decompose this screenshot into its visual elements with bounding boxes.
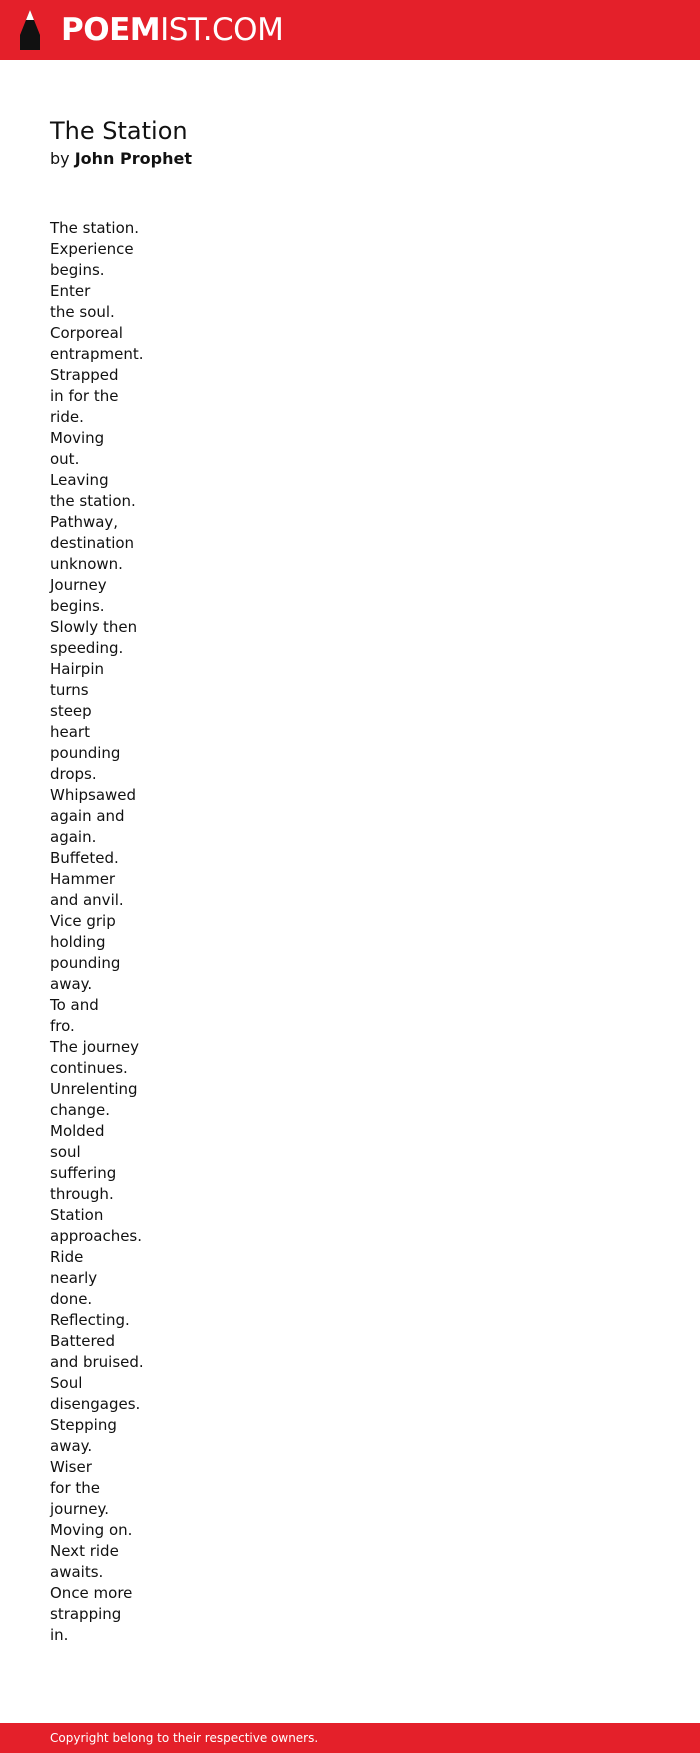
poem-line: The journey (50, 1038, 140, 1056)
site-footer (0, 1723, 700, 1753)
poem-line: the station. (50, 492, 136, 510)
poem-line: and anvil. (50, 891, 124, 909)
poem-line: Once more (50, 1584, 133, 1602)
poem-line: Unrelenting (50, 1080, 138, 1098)
poem-line: Strapped (50, 366, 119, 384)
poem-line: Moving on. (50, 1521, 133, 1539)
poem-line: Moving (50, 429, 105, 447)
logo-brand-bold: POEM (61, 12, 161, 48)
poem-line: away. (50, 975, 93, 993)
poem-line: Soul (50, 1374, 83, 1392)
poem-line: in for the (50, 387, 119, 405)
poem-body (50, 218, 144, 1646)
poem-line: Enter (50, 282, 91, 300)
site-logo[interactable] (61, 12, 283, 48)
poem-line: Station (50, 1206, 104, 1224)
poem-line: the soul. (50, 303, 115, 321)
poem-line: again. (50, 828, 97, 846)
poem-line: ride. (50, 408, 84, 426)
by-label: by (50, 149, 70, 168)
poem-line: pounding (50, 744, 121, 762)
poem-line: soul (50, 1143, 81, 1161)
poem-line: done. (50, 1290, 93, 1308)
poem-line: nearly (50, 1269, 98, 1287)
poem-line: journey. (50, 1500, 109, 1518)
copyright-notice: Copyright belong to their respective owners. (50, 1731, 319, 1745)
site-header (0, 0, 700, 60)
pencil-tip-icon[interactable] (17, 9, 43, 51)
poem-line: Whipsawed (50, 786, 137, 804)
poem-line: Vice grip (50, 912, 116, 930)
poem-line: Stepping (50, 1416, 117, 1434)
poem-line: Slowly then (50, 618, 138, 636)
poem-line: holding (50, 933, 106, 951)
poem-author: John Prophet (74, 149, 192, 168)
poem-line: Leaving (50, 471, 109, 489)
poem-line: Wiser (50, 1458, 92, 1476)
poem-line: awaits. (50, 1563, 104, 1581)
poem-line: steep (50, 702, 92, 720)
poem-line: speeding. (50, 639, 124, 657)
poem-line: for the (50, 1479, 101, 1497)
poem-line: Hammer (50, 870, 116, 888)
poem-line: To and (50, 996, 99, 1014)
poem-line: in. (50, 1626, 69, 1644)
poem-line: Battered (50, 1332, 116, 1350)
poem-line: and bruised. (50, 1353, 144, 1371)
poem-line: Reflecting. (50, 1311, 130, 1329)
poem-line: Experience (50, 240, 134, 258)
poem-line: Journey (50, 576, 107, 594)
poem-line: fro. (50, 1017, 75, 1035)
poem-line: suffering (50, 1164, 117, 1182)
poem-line: begins. (50, 261, 105, 279)
poem-line: turns (50, 681, 89, 699)
poem-line: away. (50, 1437, 93, 1455)
poem-line: Corporeal (50, 324, 123, 342)
poem-byline (50, 147, 192, 171)
poem-line: through. (50, 1185, 114, 1203)
poem-line: change. (50, 1101, 110, 1119)
poem-line: disengages. (50, 1395, 141, 1413)
poem-line: Molded (50, 1122, 105, 1140)
poem-line: Hairpin (50, 660, 105, 678)
poem-line: drops. (50, 765, 97, 783)
poem-line: The station. (50, 219, 140, 237)
poem-line: heart (50, 723, 90, 741)
poem-line: again and (50, 807, 125, 825)
poem-line: pounding (50, 954, 121, 972)
poem-line: begins. (50, 597, 105, 615)
poem-line: entrapment. (50, 345, 144, 363)
poem-line: strapping (50, 1605, 122, 1623)
logo-brand-light: IST.COM (160, 12, 284, 48)
poem-line: out. (50, 450, 80, 468)
poem-line: Buffeted. (50, 849, 119, 867)
poem-line: continues. (50, 1059, 128, 1077)
poem-line: approaches. (50, 1227, 143, 1245)
poem-line: Next ride (50, 1542, 119, 1560)
poem-line: destination (50, 534, 135, 552)
poem-line: Ride (50, 1248, 84, 1266)
poem-line: Pathway, (50, 513, 119, 531)
poem-line: unknown. (50, 555, 123, 573)
poem-title: The Station (50, 117, 188, 145)
